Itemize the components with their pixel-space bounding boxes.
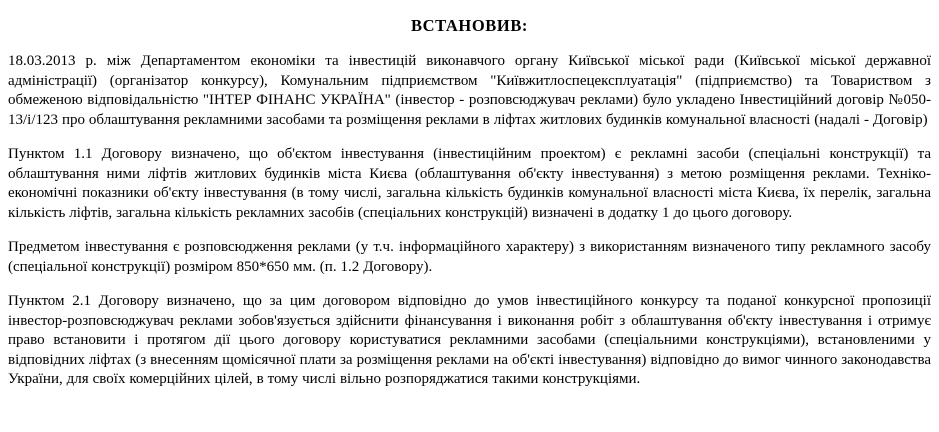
paragraph-4: Пунктом 2.1 Договору визначено, що за цим договором відповідно до умов інвестиційного конкурсу та поданої конкурсної пропозиції інвестор-розповсюджувач реклами зобов'язується здійснити фінансування і виконання робіт з облаштування об'єкту інвестування і отримує право встановити і протягом дії цього договору користуватися рекламними засобами (спеціальними конструкціями), встановленими у відповідних ліфтах (з внесенням щомісячної плати за розміщення реклами на об'єкті інвестування) відповідно до вимог чинного законодавства України, для своїх комерційних цілей, в тому числі вільно розпоряджатися такими конструкціями. bbox=[8, 293, 931, 387]
page-title: ВСТАНОВИВ: bbox=[410, 16, 529, 35]
paragraph-1: 18.03.2013 р. між Департаментом економіки та інвестицій виконавчого органу Київської міської ради (Київської міської державної адміністрації) (організатор конкурсу), Комунальним підприємством "Київжитлоспецексплуатація" (підприємство) та Товариством з обмеженою відповідальністю "ІНТЕР ФІНАНС УКРАЇНА" (інвестор - розповсюджувач реклами) було укладено Інвестиційний договір №050-13/і/123 про облаштування рекламними засобами та розміщення реклами в ліфтах житлових будинків комунальної власності (надалі - Договір) bbox=[8, 53, 931, 128]
paragraph-3: Предметом інвестування є розповсюдження реклами (у т.ч. інформаційного характеру) з використанням визначеного типу рекламного засобу (спеціальної конструкції) розміром 850*650 мм. (п. 1.2 Договору). bbox=[8, 239, 931, 275]
paragraph-2: Пунктом 1.1 Договору визначено, що об'єктом інвестування (інвестиційним проектом) є рекламні засоби (спеціальні конструкції) та облаштування ними ліфтів житлових будинків міста Києва (облаштування об'єкту інвестування) з метою розміщення реклами. Техніко-економічні показники об'єкту інвестування (в тому числі, загальна кількість будинків комунальної власності міста Києва, їх перелік, загальна кількість ліфтів, загальна кількість рекламних засобів (спеціальних конструкцій) визначені в додатку 1 до цього договору. bbox=[8, 146, 931, 221]
